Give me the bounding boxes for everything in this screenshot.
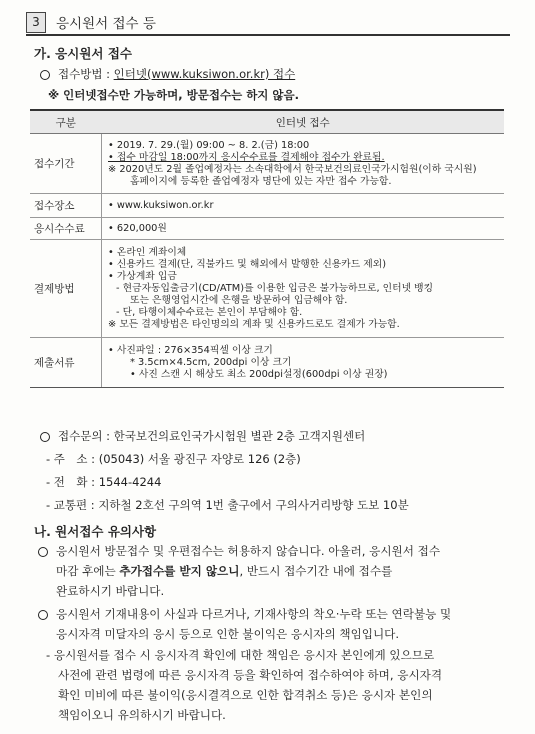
row-label-fee: 응시수수료 <box>30 218 102 240</box>
payment-other-note: ※ 모든 결제방법은 타인명의의 계좌 및 신용카드로도 결제가 가능함. <box>108 318 400 330</box>
caution-paragraph-1: 응시원서 방문접수 및 우편접수는 허용하지 않습니다. 아울러, 응시원서 접수 마감 후에는 추가접수를 받지 않으니, 반드시 접수기간 내에 접수를 완료하시기 바랍니다. <box>38 541 518 601</box>
circle-bullet-icon <box>38 547 48 557</box>
internet-only-note: ※ 인터넷접수만 가능하며, 방문접수는 하지 않음. <box>48 88 300 102</box>
payment-transfer: • 온라인 계좌이체 <box>108 246 187 258</box>
table-row <box>30 338 504 388</box>
payment-virtual: • 가상계좌 입금 <box>108 270 177 282</box>
photo-physical-size: * 3.5cm×4.5cm, 200dpi 이상 크기 <box>130 356 292 368</box>
part-a-title: 가. 응시원서 접수 <box>34 46 132 61</box>
photo-file-size: • 사진파일 : 276×354픽셀 이상 크기 <box>108 344 273 356</box>
period-dates: • 2019. 7. 29.(월) 09:00 ~ 8. 2.(금) 18:00 <box>108 139 310 151</box>
inquiry-address: - 주 소 : (05043) 서울 광진구 자양로 126 (2층) <box>46 452 301 466</box>
part-b-title: 나. 원서접수 유의사항 <box>34 524 157 539</box>
circle-bullet-icon <box>40 432 50 442</box>
table-header-category: 구분 <box>30 110 102 134</box>
section-number: 3 <box>26 12 46 33</box>
row-label-documents: 제출서류 <box>30 338 102 388</box>
fee-value: • 620,000원 <box>108 222 167 234</box>
section-header <box>26 10 510 36</box>
caution-paragraph-2: 응시원서 기재내용이 사실과 다르거나, 기재사항의 착오·누락 또는 연락불능 및 응시자격 미달자의 응시 등으로 인한 불이익은 응시자의 책임입니다. <box>38 604 518 644</box>
payment-fee-note: - 단, 타행이체수수료는 본인이 부담해야 함. <box>116 306 303 318</box>
row-label-payment: 결제방법 <box>30 240 102 338</box>
circle-bullet-icon <box>40 70 50 80</box>
payment-atm-note-cont: 또는 은행영업시간에 은행을 방문하여 입금해야 함. <box>130 294 348 306</box>
graduate-note: ※ 2020년도 2월 졸업예정자는 소속대학에서 한국보건의료인국가시험원(이하 국시원) <box>108 163 477 175</box>
caution-paragraph-3: - 응시원서를 접수 시 응시자격 확인에 대한 책임은 응시자 본인에게 있으므로 사전에 관련 법령에 따른 응시자격 등을 확인하여 접수하여야 하며, 응시자격 확인 미비에 따른 불이익(응시결격으로 인한 합격취소 등)은 응시자 본인의 책임이오니 유의하시기 바랍니다. <box>46 648 443 722</box>
method-line <box>40 66 295 82</box>
inquiry-phone: - 전 화 : 1544-4244 <box>46 475 162 489</box>
table-row <box>30 240 504 338</box>
table-row <box>30 194 504 218</box>
payment-atm-note: - 현금자동입출금기(CD/ATM)를 이용한 입금은 불가능하므로, 인터넷 뱅킹 <box>116 282 434 294</box>
method-link[interactable]: 인터넷(www.kuksiwon.or.kr) 접수 <box>113 67 296 81</box>
row-label-period: 접수기간 <box>30 134 102 194</box>
circle-bullet-icon <box>38 610 48 620</box>
inquiry-line <box>40 428 365 444</box>
place-url[interactable]: • www.kuksiwon.or.kr <box>108 199 214 211</box>
payment-card: • 신용카드 결제(단, 직불카드 및 해외에서 발행한 신용카드 제외) <box>108 258 387 270</box>
application-table <box>30 109 504 388</box>
method-prefix: 접수방법 : <box>58 67 114 81</box>
row-label-place: 접수장소 <box>30 194 102 218</box>
inquiry-title: 접수문의 : 한국보건의료인국가시험원 별관 2층 고객지원센터 <box>58 429 366 443</box>
table-header-internet: 인터넷 접수 <box>102 110 505 134</box>
period-deadline-note: • 접수 마감일 18:00까지 응시수수료를 결제해야 접수가 완료됨. <box>108 151 385 163</box>
table-row <box>30 134 504 194</box>
photo-scan-note: • 사진 스캔 시 해상도 최소 200dpi설정(600dpi 이상 권장) <box>130 368 388 380</box>
section-title: 응시원서 접수 등 <box>56 16 156 32</box>
table-row <box>30 218 504 240</box>
inquiry-traffic: - 교통편 : 지하철 2호선 구의역 1번 출구에서 구의사거리방향 도보 10분 <box>46 498 409 512</box>
graduate-note-cont: 홈페이지에 등록한 졸업예정자 명단에 있는 자만 접수 가능함. <box>130 175 392 187</box>
